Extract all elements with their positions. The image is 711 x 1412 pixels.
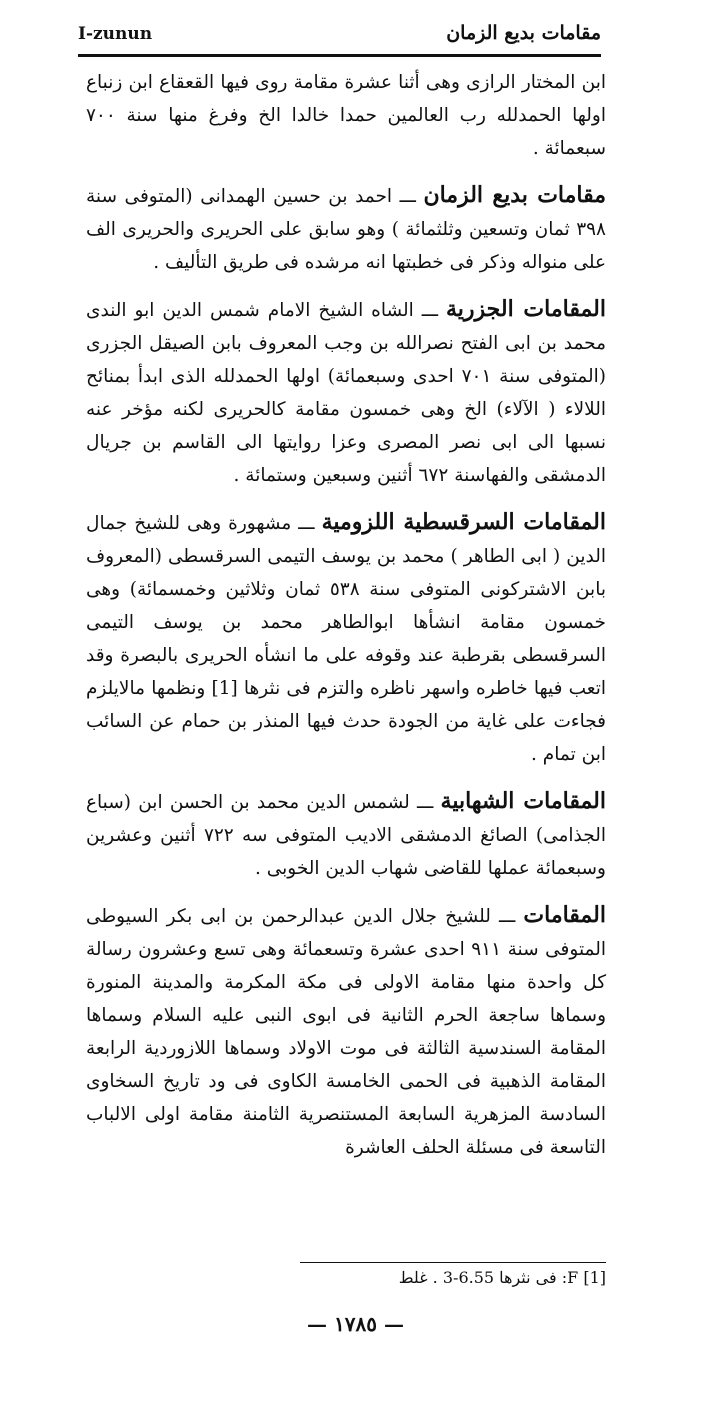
entry-maqamat-badi-al-zaman	[86, 179, 606, 279]
entry-maqamat-saraqustiya	[86, 506, 606, 771]
page-number: — ١٧٨٥ —	[307, 1312, 404, 1336]
entry-text: ـــ احمد بن حسين الهمدانى (المتوفى سنة ٣٩٨ ثمان وتسعين وثلثمائة ) وهو سابق على الحريرى والحريرى الف على منواله وذكر فى خطبتها انه مرشده فى طريق التأليف .	[86, 186, 606, 273]
body-text	[86, 66, 606, 1178]
header-catalog-code: I-zunun	[78, 24, 153, 44]
entry-maqamat-jazariya	[86, 293, 606, 492]
entry-title: المقامات الجزرية	[445, 296, 606, 322]
entry-title: المقامات الشهابية	[440, 788, 606, 814]
entry-text: ـــ لشمس الدين محمد بن الحسن ابن (سباع الجذامى) الصائغ الدمشقى الاديب المتوفى سه ٧٢٢ أثنين وعشرين وسبعمائة عملها للقاضى شهاب الدين الخوبى .	[86, 792, 606, 879]
entry-title: المقامات	[523, 902, 606, 928]
entry-text: ـــ للشيخ جلال الدين عبدالرحمن بن ابى بكر السيوطى المتوفى سنة ٩١١ احدى عشرة وتسعمائة وهى تسع وعشرون رسالة كل واحدة منها مقامة الاولى فى مكة المكرمة والمدينة المنورة وسماها ساجعة الحرم الثانية فى ابوى النبى عليه السلام وسماها المقامة السندسية الثالثة فى موت الاولاد وسماها اللازوردية الرابعة المقامة الذهبية فى الحمى الخامسة الكاوى فى ود تاريخ السخاوى السادسة المزهرية السابعة المستنصرية الثامنة مقامة اولى الالباب التاسعة فى مسئلة الحلف العاشرة	[86, 906, 606, 1158]
footnote-rule	[300, 1262, 606, 1263]
entry-text: ـــ مشهورة وهى للشيخ جمال الدين ( ابى الطاهر ) محمد بن يوسف التيمى السرقسطى (المعروف بابن الاشتركونى المتوفى سنة ٥٣٨ ثمان وثلاثين وخمسمائة) وهى خمسون مقامة انشأها ابوالطاهر محمد بن يوسف التيمى السرقسطى بقرطبة عند وقوفه على ما انشأه الحريرى بالبصرة وقد اتعب فيها خاطره واسهر ناظره والتزم فى نثرها [1] ونظمها مالايلزم فجاءت على غاية من الجودة حدث فيها المنذر بن حمام عن السائب ابن تمام .	[86, 513, 606, 765]
footnote: [1] F: فى نثرها 6.55-3 . غلط	[398, 1268, 606, 1287]
entry-title: المقامات السرقسطية اللزومية	[321, 509, 606, 535]
entry-maqamat-shihabiya	[86, 785, 606, 885]
entry-maqamat-suyuti	[86, 899, 606, 1164]
header-rule	[78, 54, 601, 57]
header-title: مقامات بديع الزمان	[446, 22, 601, 44]
entry-title: مقامات بديع الزمان	[423, 182, 607, 208]
running-header	[78, 22, 601, 46]
entry-continuation	[86, 66, 606, 165]
entry-text: ـــ الشاه الشيخ الامام شمس الدين ابو الندى محمد بن ابى الفتح نصرالله بن وجب المعروف بابن الصيقل الجزرى (المتوفى سنة ٧٠١ احدى وسبعمائة) اولها الحمدلله الذى ابدأ بمنائح اللالاء ( الآلاء) الخ وهى خمسون مقامة كالحريرى لكنه مؤخر عنه نسبها الى ابى نصر المصرى وعزا روايتها الى القاسم بن جريال الدمشقى والفهاسنة ٦٧٢ أثنين وسبعين وستمائة .	[86, 300, 606, 486]
entry-text: ابن المختار الرازى وهى أثنا عشرة مقامة روى فيها القعقاع ابن زنباع اولها الحمدلله رب العالمين حمدا خالدا الخ وفرغ منها سنة ٧٠٠ سبعمائة .	[86, 72, 606, 159]
